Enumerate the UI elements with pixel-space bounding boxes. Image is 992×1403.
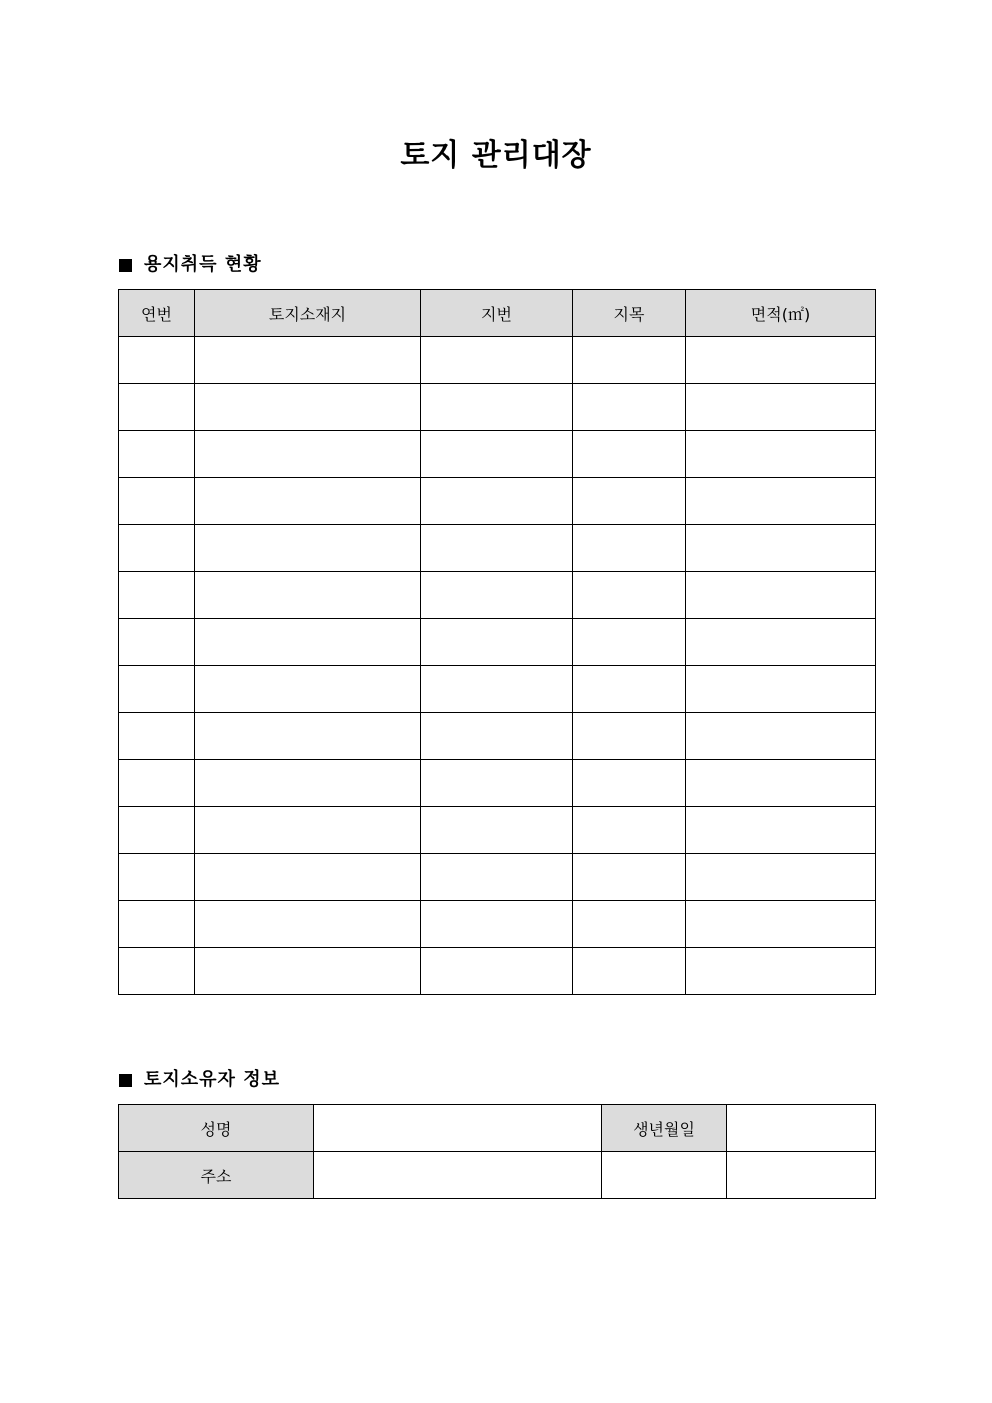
location-cell[interactable] — [195, 666, 421, 713]
table-row — [119, 854, 876, 901]
table-row — [119, 572, 876, 619]
column-header-land-category: 지목 — [573, 290, 686, 337]
land-category-cell[interactable] — [573, 760, 686, 807]
section-heading-acquisition — [119, 253, 262, 277]
square-bullet-icon — [119, 259, 132, 272]
address-field[interactable] — [314, 1152, 602, 1199]
location-cell[interactable] — [195, 948, 421, 995]
location-cell[interactable] — [195, 760, 421, 807]
area-cell[interactable] — [686, 572, 876, 619]
area-cell[interactable] — [686, 948, 876, 995]
lot-number-cell[interactable] — [421, 525, 573, 572]
land-category-cell[interactable] — [573, 431, 686, 478]
location-cell[interactable] — [195, 901, 421, 948]
section-heading-owner — [119, 1068, 280, 1092]
area-cell[interactable] — [686, 525, 876, 572]
area-cell[interactable] — [686, 901, 876, 948]
section-heading-label: 토지소유자 정보 — [144, 1069, 280, 1090]
area-cell[interactable] — [686, 760, 876, 807]
table-row — [119, 337, 876, 384]
table-header-row — [119, 290, 876, 337]
area-cell[interactable] — [686, 807, 876, 854]
area-cell[interactable] — [686, 713, 876, 760]
lot-number-cell[interactable] — [421, 572, 573, 619]
land-category-cell[interactable] — [573, 572, 686, 619]
lot-number-cell[interactable] — [421, 948, 573, 995]
lot-number-cell[interactable] — [421, 431, 573, 478]
location-cell[interactable] — [195, 337, 421, 384]
column-header-area: 면적(㎡) — [686, 290, 876, 337]
table-row — [119, 948, 876, 995]
land-category-cell[interactable] — [573, 713, 686, 760]
area-cell[interactable] — [686, 431, 876, 478]
lot-number-cell[interactable] — [421, 760, 573, 807]
lot-number-cell[interactable] — [421, 478, 573, 525]
lot-number-cell[interactable] — [421, 807, 573, 854]
number-cell[interactable] — [119, 854, 195, 901]
number-cell[interactable] — [119, 478, 195, 525]
land-category-cell[interactable] — [573, 901, 686, 948]
land-category-cell[interactable] — [573, 619, 686, 666]
location-cell[interactable] — [195, 525, 421, 572]
lot-number-cell[interactable] — [421, 619, 573, 666]
area-cell[interactable] — [686, 478, 876, 525]
land-category-cell[interactable] — [573, 666, 686, 713]
location-cell[interactable] — [195, 854, 421, 901]
location-cell[interactable] — [195, 572, 421, 619]
land-owner-table — [118, 1104, 876, 1199]
number-cell[interactable] — [119, 666, 195, 713]
area-cell[interactable] — [686, 854, 876, 901]
lot-number-cell[interactable] — [421, 666, 573, 713]
location-cell[interactable] — [195, 619, 421, 666]
land-category-cell[interactable] — [573, 525, 686, 572]
number-cell[interactable] — [119, 901, 195, 948]
number-cell[interactable] — [119, 337, 195, 384]
extra-field[interactable] — [727, 1152, 876, 1199]
number-cell[interactable] — [119, 384, 195, 431]
table-row — [119, 619, 876, 666]
area-cell[interactable] — [686, 666, 876, 713]
section-heading-label: 용지취득 현황 — [144, 254, 262, 275]
square-bullet-icon — [119, 1074, 132, 1087]
number-cell[interactable] — [119, 525, 195, 572]
table-row — [119, 525, 876, 572]
table-row — [119, 666, 876, 713]
number-cell[interactable] — [119, 713, 195, 760]
extra-field[interactable] — [602, 1152, 727, 1199]
area-cell[interactable] — [686, 337, 876, 384]
name-field[interactable] — [314, 1105, 602, 1152]
birth-date-field[interactable] — [727, 1105, 876, 1152]
table-row — [119, 807, 876, 854]
location-cell[interactable] — [195, 431, 421, 478]
table-row — [119, 384, 876, 431]
number-cell[interactable] — [119, 948, 195, 995]
number-cell[interactable] — [119, 431, 195, 478]
table-row — [119, 760, 876, 807]
table-row — [119, 431, 876, 478]
land-category-cell[interactable] — [573, 384, 686, 431]
location-cell[interactable] — [195, 713, 421, 760]
land-category-cell[interactable] — [573, 478, 686, 525]
land-category-cell[interactable] — [573, 854, 686, 901]
lot-number-cell[interactable] — [421, 854, 573, 901]
number-cell[interactable] — [119, 807, 195, 854]
land-category-cell[interactable] — [573, 337, 686, 384]
area-cell[interactable] — [686, 384, 876, 431]
land-category-cell[interactable] — [573, 948, 686, 995]
table-body — [119, 337, 876, 995]
land-category-cell[interactable] — [573, 807, 686, 854]
number-cell[interactable] — [119, 760, 195, 807]
lot-number-cell[interactable] — [421, 901, 573, 948]
area-cell[interactable] — [686, 619, 876, 666]
location-cell[interactable] — [195, 384, 421, 431]
number-cell[interactable] — [119, 572, 195, 619]
page-title: 토지 관리대장 — [400, 138, 592, 173]
address-label: 주소 — [119, 1152, 314, 1199]
table-row — [119, 1152, 876, 1199]
birth-date-label: 생년월일 — [602, 1105, 727, 1152]
table-row — [119, 901, 876, 948]
table-row — [119, 713, 876, 760]
lot-number-cell[interactable] — [421, 337, 573, 384]
land-acquisition-table — [118, 289, 876, 995]
column-header-location: 토지소재지 — [195, 290, 421, 337]
name-label: 성명 — [119, 1105, 314, 1152]
number-cell[interactable] — [119, 619, 195, 666]
location-cell[interactable] — [195, 478, 421, 525]
column-header-lot-number: 지번 — [421, 290, 573, 337]
column-header-number: 연번 — [119, 290, 195, 337]
lot-number-cell[interactable] — [421, 384, 573, 431]
table-row — [119, 478, 876, 525]
lot-number-cell[interactable] — [421, 713, 573, 760]
table-row — [119, 1105, 876, 1152]
location-cell[interactable] — [195, 807, 421, 854]
